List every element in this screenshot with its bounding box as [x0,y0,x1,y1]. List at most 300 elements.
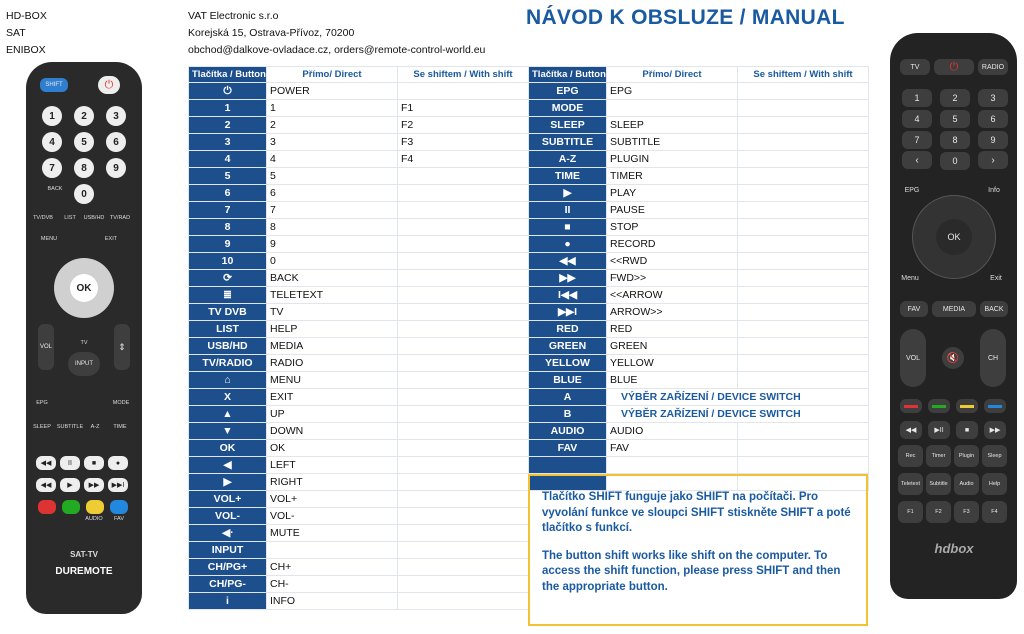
table-row [529,100,869,117]
button-cell: TV/RADIO [189,355,267,372]
mode-label: MODE [112,400,130,406]
shift-cell [398,321,529,338]
digit-key: 9 [978,131,1008,149]
table-row [529,168,869,185]
vendor-name: VAT Electronic s.r.o [188,10,279,22]
button-cell: ◀ [189,457,267,474]
button-cell: ⟳ [189,270,267,287]
table-row [529,287,869,304]
shift-cell [738,253,869,270]
direct-cell: 5 [267,168,398,185]
green-key [62,500,80,514]
teletext-button: Teletext [898,473,923,495]
shift-cell [398,304,529,321]
back-button: BACK [980,301,1008,317]
menu-label: MENU [40,236,58,242]
direct-cell: STOP [607,219,738,236]
device-switch-cell: VÝBĚR ZAŘÍZENÍ / DEVICE SWITCH [607,389,869,406]
digit-key: 0 [940,152,970,170]
direct-cell: DOWN [267,423,398,440]
epg-label: EPG [904,187,920,194]
table-row [529,423,869,440]
button-cell: USB/HD [189,338,267,355]
shift-cell [398,287,529,304]
audio-button: Audio [954,473,979,495]
direct-cell: 7 [267,202,398,219]
button-cell: ▶ [529,185,607,202]
shift-cell [398,219,529,236]
button-cell: ▼ [189,423,267,440]
shift-button: SHIFT [40,78,68,92]
direct-cell: 2 [267,117,398,134]
shift-cell [398,168,529,185]
button-cell: 7 [189,202,267,219]
shift-cell [398,236,529,253]
direct-cell: CH+ [267,559,398,576]
button-cell: FAV [529,440,607,457]
col-header-button: Tlačítka / Button [189,67,267,83]
ok-button: OK [70,274,98,302]
shift-cell [398,508,529,525]
table-row [529,185,869,202]
button-cell: CH/PG- [189,576,267,593]
button-cell: SLEEP [529,117,607,134]
remote-brand: DUREMOTE [55,566,113,577]
digit-key: 2 [74,106,94,126]
direct-cell: FWD>> [607,270,738,287]
direct-cell: VOL+ [267,491,398,508]
shift-cell [738,440,869,457]
subtitle-label: SUBTITLE [56,424,84,430]
tvdvb-label: TV/DVB [33,215,53,221]
mute-icon: 🔇 [942,347,964,369]
button-cell: ▶ [189,474,267,491]
direct-cell: TIMER [607,168,738,185]
f2-button: F2 [926,501,951,523]
button-cell: SUBTITLE [529,134,607,151]
table-row [189,236,529,253]
vol-rocker: VOL [900,329,926,387]
device-name: ENIBOX [6,44,46,56]
digit-key: 8 [940,131,970,149]
button-cell: LIST [189,321,267,338]
button-cell: CH/PG+ [189,559,267,576]
tv-label: TV [80,340,88,346]
direct-cell: VOL- [267,508,398,525]
red-key [38,500,56,514]
direct-cell: TELETEXT [267,287,398,304]
table-row [529,253,869,270]
direct-cell: 0 [267,253,398,270]
shift-cell [398,559,529,576]
table-row [189,406,529,423]
button-cell: RED [529,321,607,338]
device-list [6,8,47,59]
direct-cell [607,457,738,474]
back-label: BACK [47,186,63,192]
digit-key: 4 [42,132,62,152]
button-cell: YELLOW [529,355,607,372]
table-row [529,83,869,100]
table-row [529,270,869,287]
shift-cell [398,372,529,389]
note-cz: Tlačítko SHIFT funguje jako SHIFT na počítači. Pro vyvolání funkce ve sloupci SHIFT stiskněte SHIFT a poté tlačítko s funkcí. [542,491,851,534]
direct-cell: UP [267,406,398,423]
button-cell: VOL- [189,508,267,525]
button-cell: I◀◀ [529,287,607,304]
transport-icon: ▶▶I [108,478,128,492]
direct-cell: BLUE [607,372,738,389]
info-label: Info [988,187,1000,194]
subtitle-button: Subtitle [926,473,951,495]
transport-icon: ▶II [928,421,950,439]
direct-cell: <<ARROW [607,287,738,304]
direct-cell: 6 [267,185,398,202]
table-row [189,542,529,559]
shift-cell [738,83,869,100]
shift-cell: F2 [398,117,529,134]
blue-key [110,500,128,514]
transport-icon: ◀◀ [36,478,56,492]
direct-cell: SUBTITLE [607,134,738,151]
shift-cell [738,372,869,389]
digit-key: 8 [74,158,94,178]
shift-cell [398,389,529,406]
power-icon: ⏻ [98,76,120,94]
transport-icon: ■ [84,456,104,470]
transport-icon: II [60,456,80,470]
table-row [189,525,529,542]
fav-label: FAV [114,516,124,522]
tvrad-label: TV/RAD [109,215,131,221]
button-cell: 8 [189,219,267,236]
table-row [529,134,869,151]
direct-cell: PAUSE [607,202,738,219]
direct-cell: RECORD [607,236,738,253]
shift-cell [398,270,529,287]
table-row [189,253,529,270]
list-label: LIST [64,215,76,221]
sleep-button: Sleep [982,445,1007,467]
button-cell: TIME [529,168,607,185]
f1-button: F1 [898,501,923,523]
table-row [189,372,529,389]
shift-cell [398,474,529,491]
button-cell: II [529,202,607,219]
shift-cell [398,457,529,474]
table-row [189,593,529,610]
shift-cell [738,185,869,202]
table-row [189,355,529,372]
shift-cell [398,253,529,270]
digit-key: 7 [42,158,62,178]
radio-button: RADIO [978,59,1008,75]
exit-label: Exit [990,275,1002,282]
button-cell: 2 [189,117,267,134]
button-cell: 6 [189,185,267,202]
transport-icon: ◀◀ [36,456,56,470]
direct-cell: BACK [267,270,398,287]
direct-cell: MUTE [267,525,398,542]
table-row [189,117,529,134]
shift-cell [738,219,869,236]
vendor-info [188,8,485,59]
table-row [189,185,529,202]
table-row [529,406,869,423]
table-row [189,287,529,304]
device-switch-cell: VÝBĚR ZAŘÍZENÍ / DEVICE SWITCH [607,406,869,423]
digit-key: 7 [902,131,932,149]
button-cell: ▶▶ [529,270,607,287]
digit-key: 5 [74,132,94,152]
shift-cell: F1 [398,100,529,117]
menu-label: Menu [901,275,919,282]
chevron-left-icon: ‹ [902,151,932,169]
table-row [529,338,869,355]
yellow-key [956,399,978,413]
direct-cell: RIGHT [267,474,398,491]
shift-cell [398,406,529,423]
direct-cell: ARROW>> [607,304,738,321]
direct-cell: YELLOW [607,355,738,372]
table-row [189,304,529,321]
exit-label: EXIT [104,236,118,242]
col-header-button: Tlačítka / Button [529,67,607,83]
table-row [529,117,869,134]
button-cell: ⏻ [189,83,267,100]
button-cell: X [189,389,267,406]
direct-cell: 3 [267,134,398,151]
vendor-address: Korejská 15, Ostrava-Přívoz, 70200 [188,27,355,39]
shift-cell [738,287,869,304]
button-cell: ▲ [189,406,267,423]
transport-icon: ● [108,456,128,470]
table-row [189,321,529,338]
epg-label: EPG [36,400,48,406]
button-cell: ● [529,236,607,253]
table-row [189,83,529,100]
table-row [189,423,529,440]
shift-cell [398,202,529,219]
button-cell: i [189,593,267,610]
button-cell: 4 [189,151,267,168]
table-row [189,389,529,406]
button-cell: ⌂ [189,372,267,389]
direct-cell: 8 [267,219,398,236]
button-cell: OK [189,440,267,457]
shift-cell [738,202,869,219]
shift-cell [398,593,529,610]
direct-cell: OK [267,440,398,457]
direct-cell: 9 [267,236,398,253]
help-button: Help [982,473,1007,495]
remote-brand: hdbox [934,541,974,556]
rec-button: Rec [898,445,923,467]
shift-cell [738,457,869,474]
timer-button: Timer [926,445,951,467]
button-cell: ◀◀ [529,253,607,270]
shift-cell [398,338,529,355]
media-button: MEDIA [932,301,976,317]
table-row [529,219,869,236]
az-label: A-Z [90,424,100,430]
button-cell: 1 [189,100,267,117]
table-row [189,134,529,151]
digit-key: 3 [978,89,1008,107]
table-row [189,559,529,576]
table-row [529,389,869,406]
digit-key: 6 [978,110,1008,128]
table-row [189,440,529,457]
power-icon: ⏻ [934,59,974,75]
direct-cell: PLAY [607,185,738,202]
direct-cell: SLEEP [607,117,738,134]
table-row [189,338,529,355]
col-header-shift: Se shiftem / With shift [738,67,869,83]
direct-cell: POWER [267,83,398,100]
shift-note [528,474,868,626]
shift-cell [398,355,529,372]
digit-key: 0 [74,184,94,204]
button-cell: B [529,406,607,423]
col-header-direct: Přímo/ Direct [267,67,398,83]
ok-button: OK [936,219,972,255]
shift-cell [398,185,529,202]
button-cell: MODE [529,100,607,117]
device-name: SAT [6,27,26,39]
button-cell: ▶▶I [529,304,607,321]
digit-key: 9 [106,158,126,178]
direct-cell: EPG [607,83,738,100]
shift-cell: F4 [398,151,529,168]
direct-cell: MEDIA [267,338,398,355]
shift-cell [398,423,529,440]
shift-cell: F3 [398,134,529,151]
shift-cell [738,236,869,253]
table-row [529,355,869,372]
direct-cell: FAV [607,440,738,457]
left-remote-image [26,62,142,614]
table-row [189,270,529,287]
tv-button: TV [900,59,930,75]
shift-cell [738,304,869,321]
f4-button: F4 [982,501,1007,523]
shift-cell [738,338,869,355]
button-cell: A-Z [529,151,607,168]
green-key [928,399,950,413]
shift-cell [398,542,529,559]
button-cell: 9 [189,236,267,253]
direct-cell: 4 [267,151,398,168]
button-cell [529,457,607,474]
shift-cell [398,491,529,508]
table-row [189,508,529,525]
direct-cell [267,542,398,559]
fav-button: FAV [900,301,928,317]
direct-cell: INFO [267,593,398,610]
transport-icon: ▶▶ [84,478,104,492]
sleep-label: SLEEP [33,424,51,430]
input-button: INPUT [68,352,100,376]
direct-cell: EXIT [267,389,398,406]
table-row [189,576,529,593]
direct-cell: AUDIO [607,423,738,440]
device-name: HD-BOX [6,10,47,22]
button-cell: 5 [189,168,267,185]
yellow-key [86,500,104,514]
table-row [189,474,529,491]
table-row [189,100,529,117]
button-cell: EPG [529,83,607,100]
button-cell: ■ [529,219,607,236]
direct-cell: GREEN [607,338,738,355]
direct-cell: <<RWD [607,253,738,270]
table-row [189,491,529,508]
time-label: TIME [113,424,127,430]
page-title: NÁVOD K OBSLUZE / MANUAL [526,6,845,29]
shift-cell [738,151,869,168]
digit-key: 6 [106,132,126,152]
button-cell: TV DVB [189,304,267,321]
direct-cell: PLUGIN [607,151,738,168]
digit-key: 5 [940,110,970,128]
button-cell: A [529,389,607,406]
ch-rocker: CH [980,329,1006,387]
direct-cell: CH- [267,576,398,593]
table-row [189,151,529,168]
table-row [189,168,529,185]
digit-key: 1 [42,106,62,126]
table-row [189,219,529,236]
transport-icon: ▶▶ [984,421,1006,439]
button-cell: AUDIO [529,423,607,440]
chevron-right-icon: › [978,151,1008,169]
table-row [529,440,869,457]
table-row [189,202,529,219]
shift-cell [738,168,869,185]
table-row-empty [529,457,869,474]
table-row [529,202,869,219]
direct-cell: MENU [267,372,398,389]
shift-cell [398,576,529,593]
col-header-shift: Se shiftem / With shift [398,67,529,83]
table-row [189,457,529,474]
table-row [529,321,869,338]
table-row [529,151,869,168]
note-en: The button shift works like shift on the computer. To access the shift function, please press SHIFT and then the appropriate button. [542,549,841,593]
vol-rocker: VOL [38,324,54,370]
shift-cell [398,440,529,457]
shift-cell [398,83,529,100]
button-cell: ≣ [189,287,267,304]
transport-icon: ▶ [60,478,80,492]
direct-cell: RADIO [267,355,398,372]
direct-cell: TV [267,304,398,321]
blue-key [984,399,1006,413]
shift-cell [738,423,869,440]
shift-cell [738,355,869,372]
shift-cell [738,117,869,134]
usbhd-label: USB/HD [83,215,105,221]
button-cell: 10 [189,253,267,270]
button-cell: GREEN [529,338,607,355]
red-key [900,399,922,413]
shift-cell [738,270,869,287]
shift-cell [738,100,869,117]
shift-cell [738,321,869,338]
table-row [529,372,869,389]
digit-key: 1 [902,89,932,107]
